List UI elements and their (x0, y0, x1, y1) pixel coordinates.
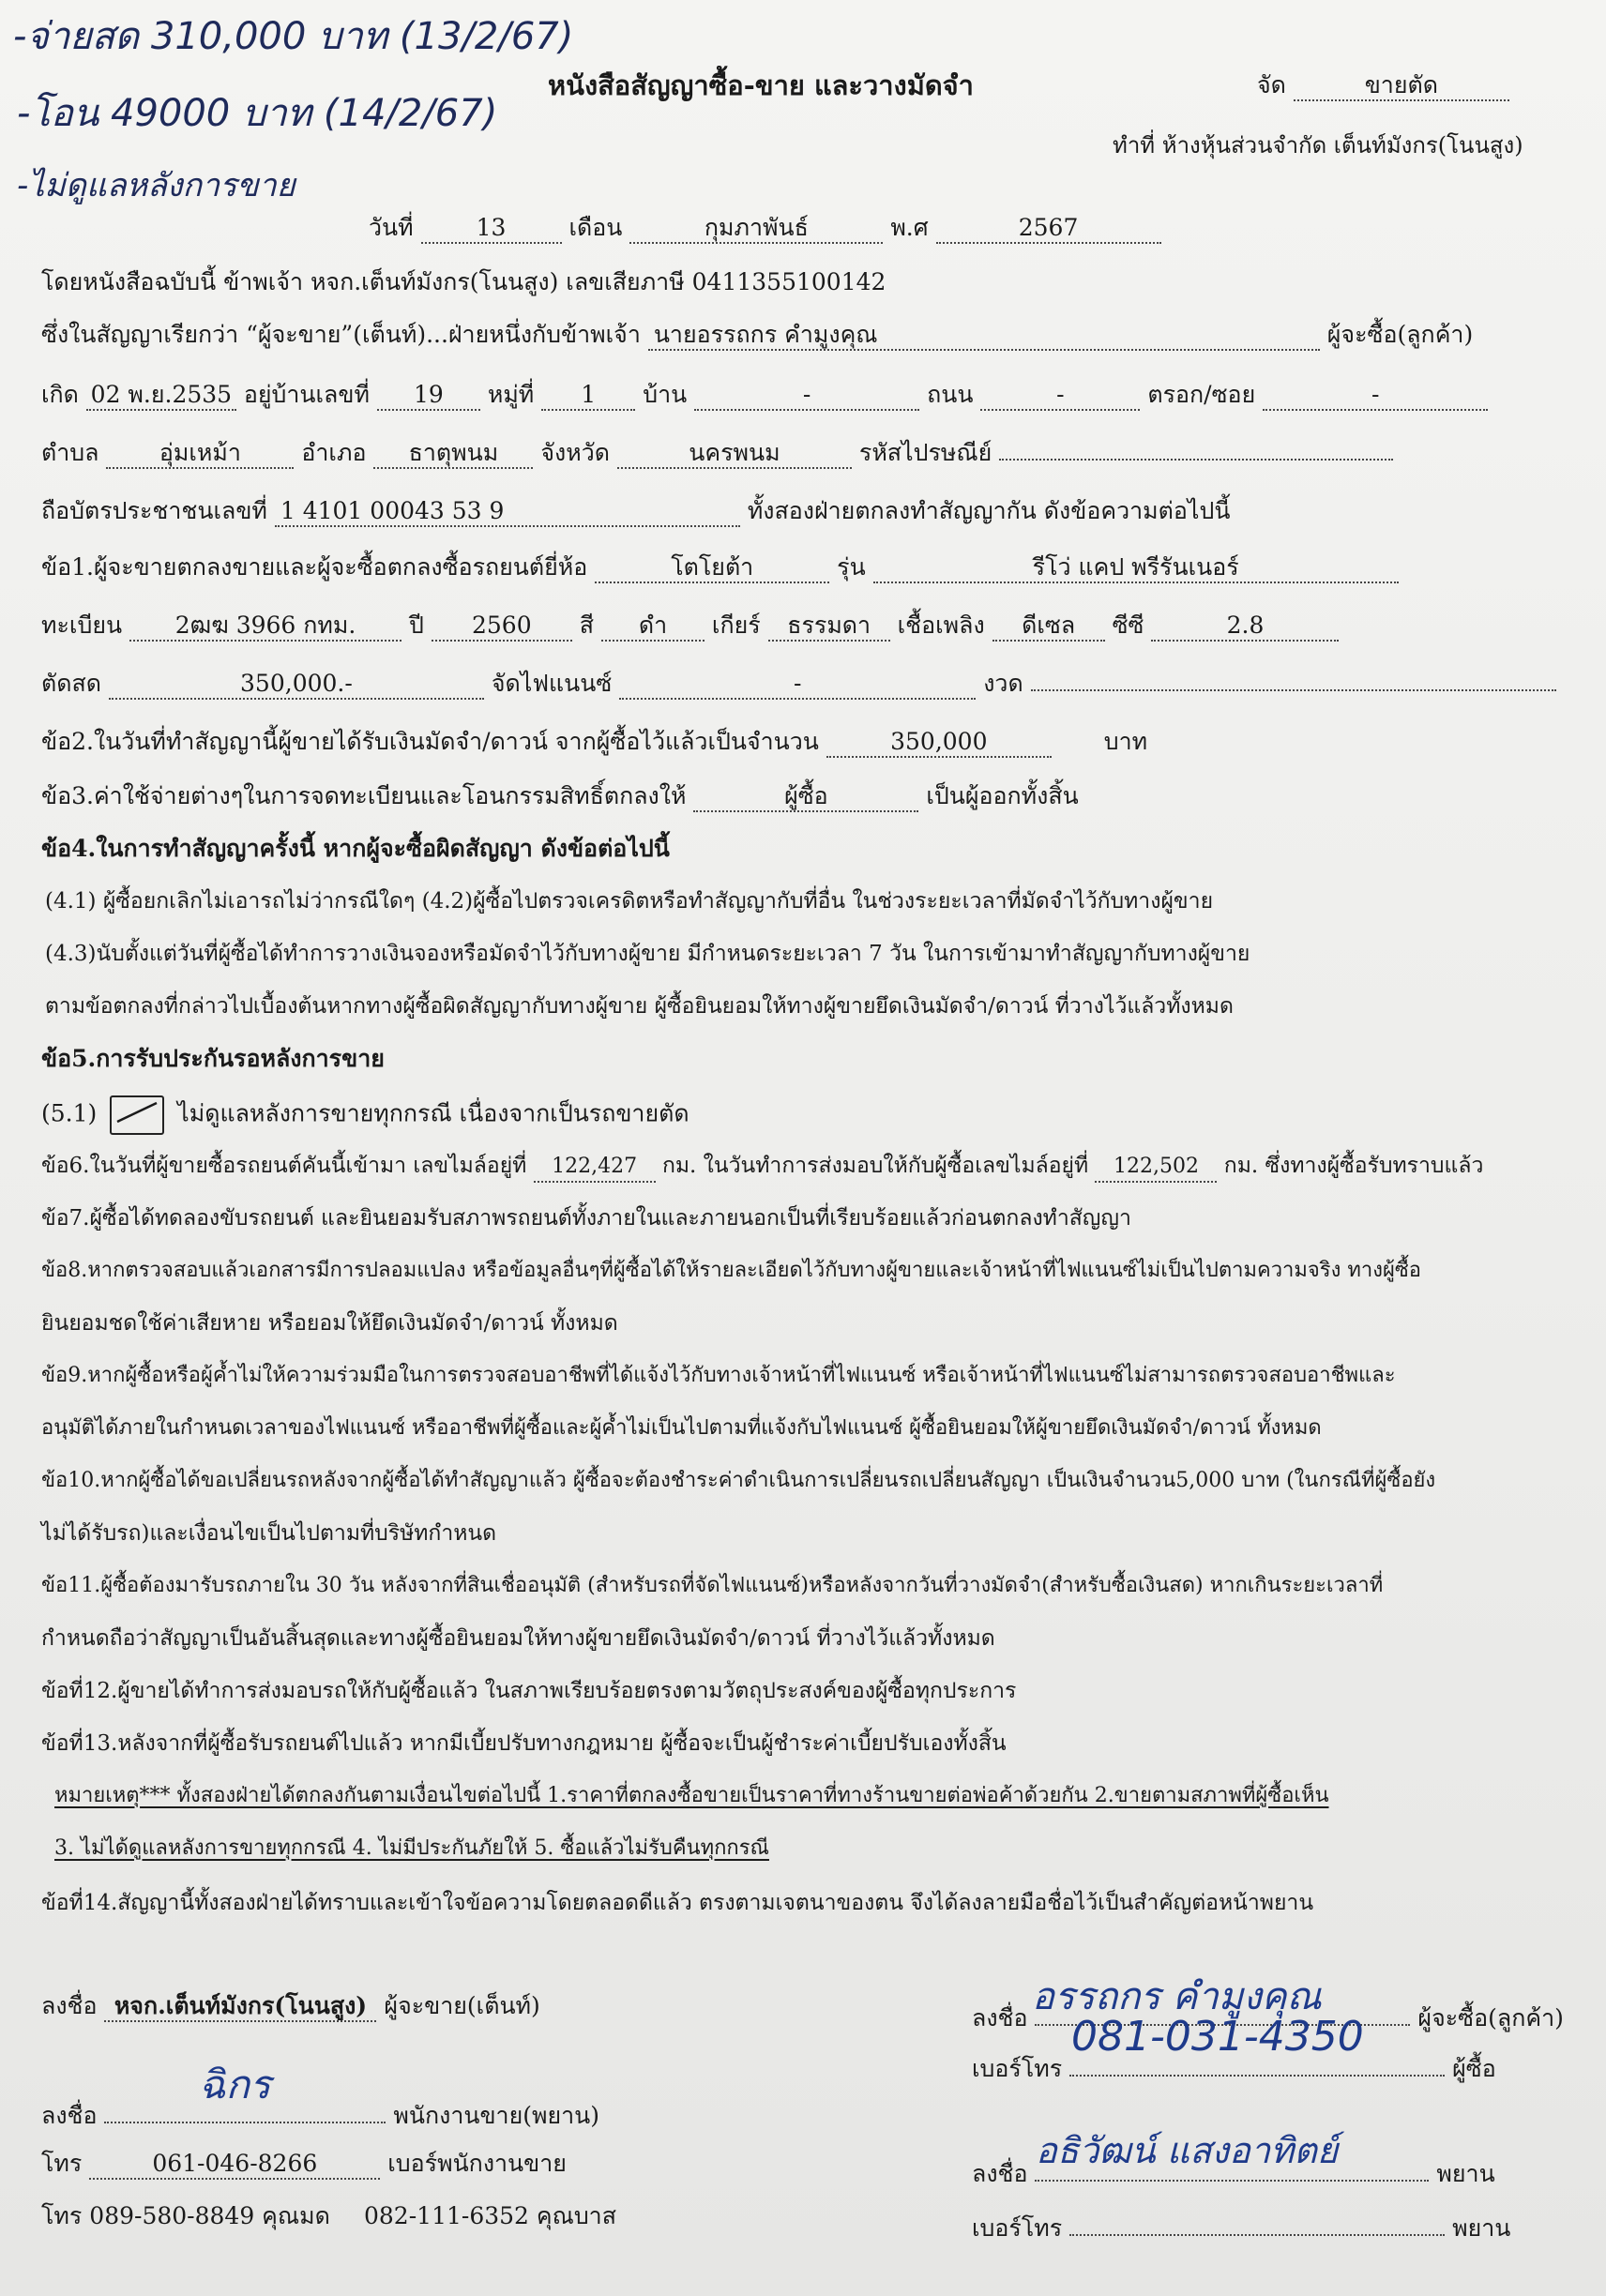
installment-label: งวด (983, 670, 1023, 697)
clause10-line2: ไม่ได้รับรถ)และเงื่อนไขเป็นไปตามที่บริษัทกำหนด (41, 1521, 497, 1546)
clause5-text: ไม่ดูแลหลังการขายทุกกรณี เนื่องจากเป็นรถขายตัด (177, 1099, 689, 1127)
reg-value: 2ฒฆ 3966 กทม. (129, 612, 402, 642)
birth-value: 02 พ.ย.2535 (86, 381, 236, 411)
vehicle-year-label: ปี (408, 612, 424, 639)
staff-phone-role: เบอร์พนักงานขาย (387, 2150, 567, 2177)
vehicle-brand: โตโยต้า (595, 553, 829, 583)
document-title: หนังสือสัญญาซื้อ-ขาย และวางมัดจำ (548, 69, 974, 101)
vehicle-line-3 (41, 668, 1556, 700)
witness-signature: อธิวัฒน์ แสงอาทิตย์ (1036, 2130, 1339, 2171)
finance-label: จัดไฟแนนซ์ (491, 670, 613, 697)
handwritten-note-no-aftersale: -ไม่ดูแลหลังการขาย (17, 167, 295, 204)
gear-label: เกียร์ (711, 612, 761, 639)
address-line-2 (41, 437, 1393, 469)
cut-label: ตัดสด (41, 670, 101, 697)
buyer-sign-label: ลงชื่อ (972, 2004, 1028, 2032)
clause9-line1: ข้อ9.หากผู้ซื้อหรือผู้ค้ำไม่ให้ความร่วมมือในการตรวจสอบอาชีพที่ได้แจ้งไว้กับทางเจ้าหน้าที่ไฟแนนซ์ หรือเจ้าหน้าที่ไฟแนนซ์ไม่สามารถตรวจสอบอาชีพและ (41, 1364, 1396, 1387)
address-line-1 (41, 379, 1488, 411)
province-value: นครพนม (617, 439, 852, 469)
clause13: ข้อที่13.หลังจากที่ผู้ซื้อรับรถยนต์ไปแล้ว หากมีเบี้ยปรับทางกฎหมาย ผู้ซื้อจะเป็นผู้ชำระค่าเบี้ยปรับเองทั้งสิ้น (41, 1731, 1007, 1756)
installment-value (1031, 689, 1556, 691)
postcode-value (999, 459, 1393, 461)
staff-phone-line (41, 2148, 567, 2180)
amphoe-value: ธาตุพนม (373, 439, 533, 469)
id-card-line (41, 495, 1230, 527)
staff-phone: 061-046-8266 (89, 2150, 380, 2180)
deal-type-value: ขายตัด (1294, 71, 1509, 101)
vehicle-model: รีโว่ แคป พรีรันเนอร์ (873, 553, 1399, 583)
vehicle-year: 2560 (432, 612, 572, 642)
road-label: ถนน (927, 381, 974, 408)
buyer-phone-role: ผู้ซื้อ (1452, 2055, 1496, 2082)
staff-phone-label: โทร (41, 2150, 83, 2177)
staff-signature: ฉิกร (199, 2062, 271, 2107)
clause5-title: ข้อ5.การรับประกันรอหลังการขาย (41, 1045, 385, 1072)
witness-phone-line (972, 2206, 1510, 2244)
birth-label: เกิด (41, 381, 79, 408)
day-value: 13 (421, 214, 562, 244)
vehicle-cc: 2.8 (1151, 612, 1339, 642)
clause11-line1: ข้อ11.ผู้ซื้อต้องมารับรถภายใน 30 วัน หลังจากที่สินเชื่ออนุมัติ (สำหรับรถที่จัดไฟแนนซ์)หรือหลังจากวันที่วางมัดจำ(สำหรับซื้อเงินสด) หากเกินระยะเวลาที่ (41, 1574, 1384, 1597)
witness-sign-label: ลงชื่อ (972, 2160, 1028, 2187)
deal-type-label: จัด (1257, 71, 1286, 98)
vehicle-fuel: ดีเซล (992, 612, 1105, 642)
contact-bas: 082-111-6352 คุณบาส (364, 2202, 616, 2229)
clause2-text: ข้อ2.ในวันที่ทำสัญญานี้ผู้ขายได้รับเงินมัดจำ/ดาวน์ จากผู้ซื้อไว้แล้วเป็นจำนวน (41, 728, 819, 755)
clause12: ข้อที่12.ผู้ขายได้ทำการส่งมอบรถให้กับผู้ซื้อแล้ว ในสภาพเรียบร้อยตรงตามวัตถุประสงค์ของผู้ซื้อทุกประการ (41, 1679, 1017, 1703)
no-aftersale-checkbox[interactable] (110, 1095, 164, 1135)
deal-type (1257, 69, 1509, 101)
remark-line2: 3. ไม่ได้ดูแลหลังการขายทุกกรณี 4. ไม่มีประกันภัยให้ 5. ซื้อแล้วไม่รับคืนทุกกรณี (54, 1836, 769, 1860)
buyer-role: ผู้จะซื้อ(ลูกค้า) (1326, 321, 1474, 348)
cut-value: 350,000.- (109, 670, 484, 700)
witness-phone-label: เบอร์โทร (972, 2214, 1063, 2242)
clause11-line2: กำหนดถือว่าสัญญาเป็นอันสิ้นสุดและทางผู้ซื้อยินยอมให้ทางผู้ขายยึดเงินมัดจำ/ดาวน์ ที่วางไว้แล้วทั้งหมด (41, 1626, 995, 1651)
seller-role: ผู้จะขาย(เต็นท์) (384, 1992, 540, 2019)
moo-value: 1 (541, 381, 635, 411)
color-label: สี (579, 612, 595, 639)
clause6-part-c: กม. ซึ่งทางผู้ซื้อรับทราบแล้ว (1223, 1154, 1484, 1178)
buyer-phone: 081-031-4350 (1071, 2013, 1364, 2061)
day-label: วันที่ (369, 214, 414, 241)
fee-payer: ผู้ซื้อ (693, 782, 918, 812)
staff-role: พนักงานขาย(พยาน) (393, 2102, 600, 2129)
road-value: - (980, 381, 1140, 411)
month-label: เดือน (568, 214, 623, 241)
handwritten-note-transfer: -โอน 49000 บาท (14/2/67) (17, 92, 498, 135)
staff-signature-line (41, 2093, 599, 2132)
witness-role: พยาน (1436, 2160, 1495, 2187)
seller-signature-line (41, 1990, 540, 2022)
seller-sign-label: ลงชื่อ (41, 1992, 98, 2019)
cc-label: ซีซี (1112, 612, 1144, 639)
buyer-signature: อรรถกร คำมูงคุณ (1032, 1975, 1322, 2018)
witness-phone-role: พยาน (1452, 2214, 1511, 2242)
clause3-text: ข้อ3.ค่าใช้จ่ายต่างๆในการจดทะเบียนและโอนกรรมสิทธิ์ตกลงให้ (41, 782, 687, 809)
soi-value: - (1263, 381, 1488, 411)
party-line (41, 319, 1473, 351)
clause4-title: ข้อ4.ในการทำสัญญาครั้งนี้ หากผู้จะซื้อผิดสัญญา ดังข้อต่อไปนี้ (41, 835, 670, 862)
amphoe-label: อำเภอ (301, 439, 367, 466)
contract-location: ทำที่ ห้างหุ้นส่วนจำกัด เต็นท์มังกร(โนนสูง) (1113, 132, 1523, 159)
deposit-amount: 350,000 (826, 728, 1052, 758)
village-label: บ้าน (643, 381, 688, 408)
vehicle-color: ดำ (601, 612, 705, 642)
witness-phone-blank (1069, 2206, 1445, 2236)
clause5-item (41, 1095, 689, 1135)
clause8-line1: ข้อ8.หากตรวจสอบแล้วเอกสารมีการปลอมแปลง หรือข้อมูลอื่นๆที่ผู้ซื้อได้ให้รายละเอียดไว้กับทางผู้ขายและเจ้าหน้าที่ไฟแนนซ์ไม่เป็นไปตามความจริง ทางผู้ซื้อ (41, 1259, 1421, 1282)
clause3-suffix: เป็นผู้ออกทั้งสิ้น (926, 782, 1079, 809)
fuel-label: เชื้อเพลิง (897, 612, 985, 639)
id-value: 1 4101 00043 53 9 (275, 497, 740, 527)
clause4-line3: ตามข้อตกลงที่กล่าวไปเบื้องต้นหากทางผู้ซื้อผิดสัญญากับทางผู้ขาย ผู้ซื้อยินยอมให้ทางผู้ขายยึดเงินมัดจำ/ดาวน์ ที่วางไว้แล้วทั้งหมด (45, 994, 1234, 1019)
clause6-part-a: ข้อ6.ในวันที่ผู้ขายซื้อรถยนต์คันนี้เข้ามา เลขไมล์อยู่ที่ (41, 1154, 527, 1178)
moo-label: หมู่ที่ (487, 381, 535, 408)
vehicle-gear: ธรรมดา (768, 612, 890, 642)
clause4-line1: (4.1) ผู้ซื้อยกเลิกไม่เอารถไม่ว่ากรณีใดๆ (4.2)ผู้ซื้อไปตรวจเครดิตหรือทำสัญญากับที่อื่น ในช่วงระยะเวลาที่มัดจำไว้กับทางผู้ขาย (45, 889, 1214, 914)
clause5-prefix: (5.1) (41, 1099, 98, 1127)
vehicle-line-2 (41, 610, 1339, 642)
mileage-out: 122,502 (1095, 1153, 1217, 1183)
year-label: พ.ศ (890, 214, 929, 241)
clause1-label: ข้อ1.ผู้จะขายตกลงขายและผู้จะซื้อตกลงซื้อรถยนต์ยี่ห้อ (41, 553, 588, 581)
clause2 (41, 726, 1147, 758)
remark-line1: หมายเหตุ*** ทั้งสองฝ่ายได้ตกลงกันตามเงื่อนไขต่อไปนี้ 1.ราคาที่ตกลงซื้อขายเป็นราคาที่ทางร้านขายต่อพ่อค้าด้วยกัน 2.ขายตามสภาพที่ผู้ซื้อเห็น (54, 1784, 1329, 1807)
id-suffix: ทั้งสองฝ่ายตกลงทำสัญญากัน ดังข้อความต่อไปนี้ (747, 497, 1231, 524)
buyer-sign-role: ผู้จะซื้อ(ลูกค้า) (1417, 2004, 1564, 2032)
clause3 (41, 780, 1079, 812)
house-value: 19 (377, 381, 480, 411)
buyer-phone-label: เบอร์โทร (972, 2055, 1063, 2082)
finance-value: - (619, 670, 976, 700)
tambon-value: อุ่มเหม้า (106, 439, 294, 469)
reg-label: ทะเบียน (41, 612, 123, 639)
checkmark-icon (112, 1097, 162, 1133)
house-label: อยู่บ้านเลขที่ (243, 381, 370, 408)
village-value: - (694, 381, 919, 411)
intro-line: โดยหนังสือฉบับนี้ ข้าพเจ้า หจก.เต็นท์มังกร(โนนสูง) เลขเสียภาษี 0411355100142 (41, 268, 886, 295)
month-value: กุมภาพันธ์ (629, 214, 883, 244)
clause10-line1: ข้อ10.หากผู้ซื้อได้ขอเปลี่ยนรถหลังจากผู้ซื้อได้ทำสัญญาแล้ว ผู้ซื้อจะต้องชำระค่าดำเนินการเปลี่ยนรถเปลี่ยนสัญญา เป็นเงินจำนวน5,000 บาท (ในกรณีที่ผู้ซื้อยัง (41, 1469, 1436, 1492)
contract-date (369, 212, 1161, 244)
clause9-line2: อนุมัติได้ภายในกำหนดเวลาของไฟแนนซ์ หรืออาชีพที่ผู้ซื้อและผู้ค้ำไม่เป็นไปตามที่แจ้งกับไฟแนนซ์ ผู้ซื้อยินยอมให้ผู้ขายยึดเงินมัดจำ/ดาวน์ ทั้งหมด (41, 1416, 1322, 1440)
party-prefix: ซึ่งในสัญญาเรียกว่า “ผู้จะขาย”(เต็นท์)...ฝ่ายหนึ่งกับข้าพเจ้า (41, 321, 641, 348)
mileage-in: 122,427 (534, 1153, 656, 1183)
id-label: ถือบัตรประชาชนเลขที่ (41, 497, 267, 524)
clause6-part-b: กม. ในวันทำการส่งมอบให้กับผู้ซื้อเลขไมล์อยู่ที่ (661, 1154, 1089, 1178)
vehicle-line-1 (41, 551, 1399, 583)
tambon-label: ตำบล (41, 439, 99, 466)
model-label: รุ่น (837, 553, 866, 581)
contact-mod: โทร 089-580-8849 คุณมด (41, 2202, 330, 2229)
clause4-line2: (4.3)นับตั้งแต่วันที่ผู้ซื้อได้ทำการวางเงินจองหรือมัดจำไว้กับทางผู้ขาย มีกำหนดระยะเวลา 7 วัน ในการเข้ามาทำสัญญากับทางผู้ขาย (45, 942, 1250, 966)
province-label: จังหวัด (540, 439, 610, 466)
handwritten-note-cash: -จ่ายสด 310,000 บาท (13/2/67) (13, 15, 574, 58)
soi-label: ตรอก/ซอย (1147, 381, 1256, 408)
clause8-line2: ยินยอมชดใช้ค่าเสียหาย หรือยอมให้ยึดเงินมัดจำ/ดาวน์ ทั้งหมด (41, 1311, 618, 1336)
year-value: 2567 (936, 214, 1161, 244)
buyer-name: นายอรรถกร คำมูงคุณ (648, 321, 1320, 351)
postcode-label: รหัสไปรษณีย์ (858, 439, 992, 466)
deposit-unit: บาท (1103, 728, 1148, 755)
clause6 (41, 1150, 1483, 1183)
seller-name: หจก.เต็นท์มังกร(โนนสูง) (104, 1992, 376, 2022)
clause14: ข้อที่14.สัญญานี้ทั้งสองฝ่ายได้ทราบและเข้าใจข้อความโดยตลอดดีแล้ว ตรงตามเจตนาของตน จึงได้ลงลายมือชื่อไว้เป็นสำคัญต่อหน้าพยาน (41, 1891, 1314, 1915)
clause7: ข้อ7.ผู้ซื้อได้ทดลองขับรถยนต์ และยินยอมรับสภาพรถยนต์ทั้งภายในและภายนอกเป็นที่เรียบร้อยแล้วก่อนตกลงทำสัญญา (41, 1206, 1131, 1231)
staff-sign-label: ลงชื่อ (41, 2102, 98, 2129)
